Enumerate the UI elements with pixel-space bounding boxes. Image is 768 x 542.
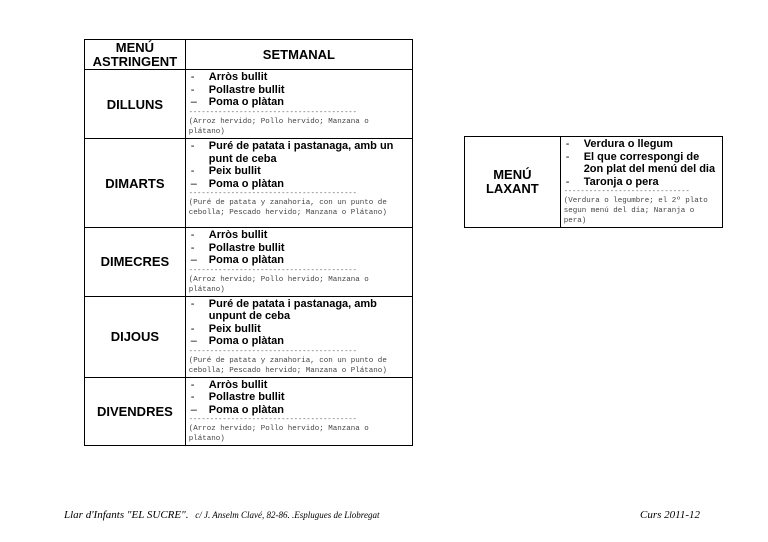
menu-item: - Arròs bullit: [190, 378, 268, 391]
laxant-menu-table: [464, 136, 723, 228]
menu-item: - Peix bullit: [190, 165, 261, 177]
day-menu: [185, 139, 412, 228]
menu-item-list: [186, 378, 412, 417]
day-menu: [185, 296, 412, 377]
school-address: c/ J. Anselm Clavé, 82-86. .Esplugues de Llobregat: [195, 510, 380, 520]
menu-item-list: [186, 228, 412, 267]
laxant-menu: [560, 137, 722, 228]
day-name: DIJOUS: [85, 296, 186, 377]
menu-item: - Puré de patata i pastanaga, amb un punt de ceba: [190, 140, 394, 165]
day-name: DIMECRES: [85, 228, 186, 297]
day-row-divendres: [85, 377, 413, 446]
day-menu: [185, 377, 412, 446]
laxant-row: [465, 137, 723, 228]
header-setmanal: SETMANAL: [185, 40, 412, 70]
laxant-label: MENÚ LAXANT: [465, 137, 561, 228]
menu-item: - Arròs bullit: [190, 229, 268, 241]
menu-item: - Taronja o pera: [565, 175, 659, 188]
day-name: DIVENDRES: [85, 377, 186, 446]
separator-line: ----------------------------------------: [188, 108, 357, 117]
day-name: DIMARTS: [85, 139, 186, 228]
spanish-translation: (Arroz hervido; Pollo hervido; Manzana o plátano): [188, 425, 369, 443]
spanish-translation: (Puré de patata y zanahoria, con un punto de cebolla; Pescado hervido; Manzana o Plátano): [188, 356, 387, 375]
footer-school-info: [64, 509, 379, 521]
astringent-menu-table: [84, 39, 413, 446]
menu-item: - Pollastre bullit: [190, 83, 285, 96]
menu-item: – Poma o plàtan: [190, 403, 284, 416]
spanish-translation: (Arroz hervido; Pollo hervido; Manzana o plátano): [188, 275, 369, 294]
spanish-translation: (Puré de patata y zanahoria, con un punto de cebolla; Pescado hervido; Manzana o Plátano): [188, 199, 387, 217]
menu-item: – Poma o plàtan: [190, 177, 284, 190]
menu-item: - El que correspongi de 2on plat del menú del dia: [565, 150, 716, 175]
table-header-row: [85, 40, 413, 70]
menu-item-list: [186, 139, 412, 190]
menu-item: - Arròs bullit: [190, 71, 268, 83]
menu-item: - Puré de patata i pastanaga, amb unpunt de ceba: [190, 297, 377, 322]
separator-line: ------------------------------: [563, 188, 690, 196]
menu-item-list: [186, 70, 412, 109]
menu-item: – Poma o plàtan: [190, 254, 284, 266]
day-name: DILLUNS: [85, 70, 186, 139]
separator-line: ----------------------------------------: [188, 190, 357, 198]
school-name: Llar d'Infants "EL SUCRE".: [64, 509, 189, 521]
separator-line: ----------------------------------------: [188, 266, 357, 275]
day-row-dimarts: [85, 139, 413, 228]
menu-item: – Poma o plàtan: [190, 335, 284, 347]
separator-line: ----------------------------------------: [188, 416, 357, 424]
day-row-dilluns: [85, 70, 413, 139]
menu-item: - Peix bullit: [190, 322, 261, 335]
menu-item-list: [186, 297, 412, 348]
menu-item: - Verdura o llegum: [565, 138, 673, 150]
spanish-translation: (Arroz hervido; Pollo hervido; Manzana o plátano): [188, 117, 369, 136]
header-menu-astringent: MENÚ ASTRINGENT: [85, 40, 186, 70]
spanish-translation: (Verdura o legumbre; el 2º plato segun menú del día; Naranja o pera): [563, 197, 708, 225]
day-menu: [185, 70, 412, 139]
menu-item: - Pollastre bullit: [190, 391, 285, 403]
separator-line: ----------------------------------------: [188, 347, 357, 356]
menu-item: - Pollastre bullit: [190, 241, 285, 254]
day-menu: [185, 228, 412, 297]
footer-course-year: Curs 2011-12: [640, 509, 700, 521]
day-row-dimecres: [85, 228, 413, 297]
menu-item: – Poma o plàtan: [190, 96, 284, 108]
day-row-dijous: [85, 296, 413, 377]
menu-item-list: [561, 137, 722, 188]
